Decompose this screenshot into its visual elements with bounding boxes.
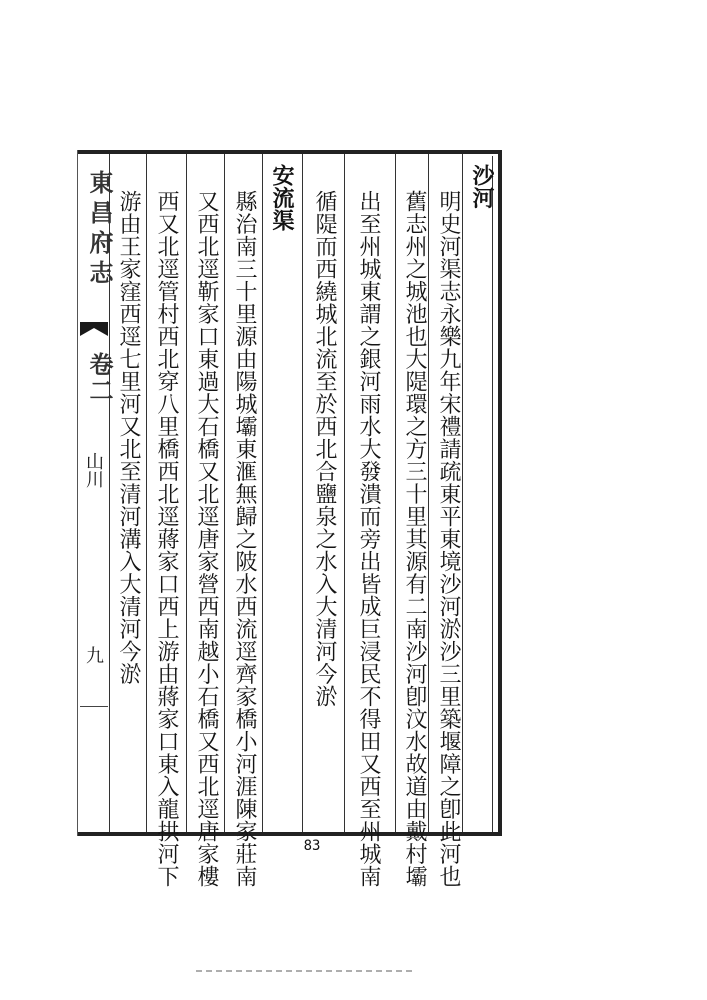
text-column: 游由王家窪西逕七里河又北至清河溝入大清河今淤 [116,190,141,685]
column-rule [146,154,147,832]
page-number: 83 [303,838,321,854]
margin-divider [80,706,108,707]
frame-left-border [77,150,78,836]
text-column: 西又北逕管村西北穿八里橋西北逕蔣家口西上游由蔣家口東入龍拱河下 [154,190,179,888]
column-rule [462,154,463,832]
text-column: 循隄而西繞城北流至於西北合鹽泉之水入大清河今淤 [312,190,337,708]
margin-juan: 卷二 [85,352,114,404]
frame-right-border [498,150,502,836]
margin-folio-number: 九 [83,646,104,664]
column-rule [395,154,396,832]
column-rule [302,154,303,832]
scan-artifact [196,970,416,972]
margin-book-title: 東昌府志 [85,170,114,290]
fishtail-mark [80,322,108,336]
frame-top-border [78,150,502,154]
section-heading-anliuqu: 安流渠 [269,164,295,232]
column-rule [224,154,225,832]
frame-right-inner-border [492,156,493,832]
text-column: 又西北逕靳家口東過大石橋又北逕唐家營西南越小石橋又西北逕唐家樓 [194,190,219,888]
text-column: 縣治南三十里源由陽城壩東滙無歸之陂水西流逕齊家橋小河涯陳家莊南 [232,190,257,888]
column-rule [344,154,345,832]
text-column: 明史河渠志永樂九年宋禮請疏東平東境沙河淤沙三里築堰障之卽此河也 [436,190,461,888]
section-heading-shahe: 沙河 [469,164,495,209]
column-rule [262,154,263,832]
text-column: 出至州城東謂之銀河雨水大發潰而旁出皆成巨浸民不得田又西至州城南 [356,190,381,888]
column-rule [186,154,187,832]
column-rule [428,154,429,832]
text-column: 舊志州之城池也大隄環之方三十里其源有二南沙河卽汶水故道由戴村壩 [402,190,427,888]
margin-section-title: 山川 [83,452,104,488]
